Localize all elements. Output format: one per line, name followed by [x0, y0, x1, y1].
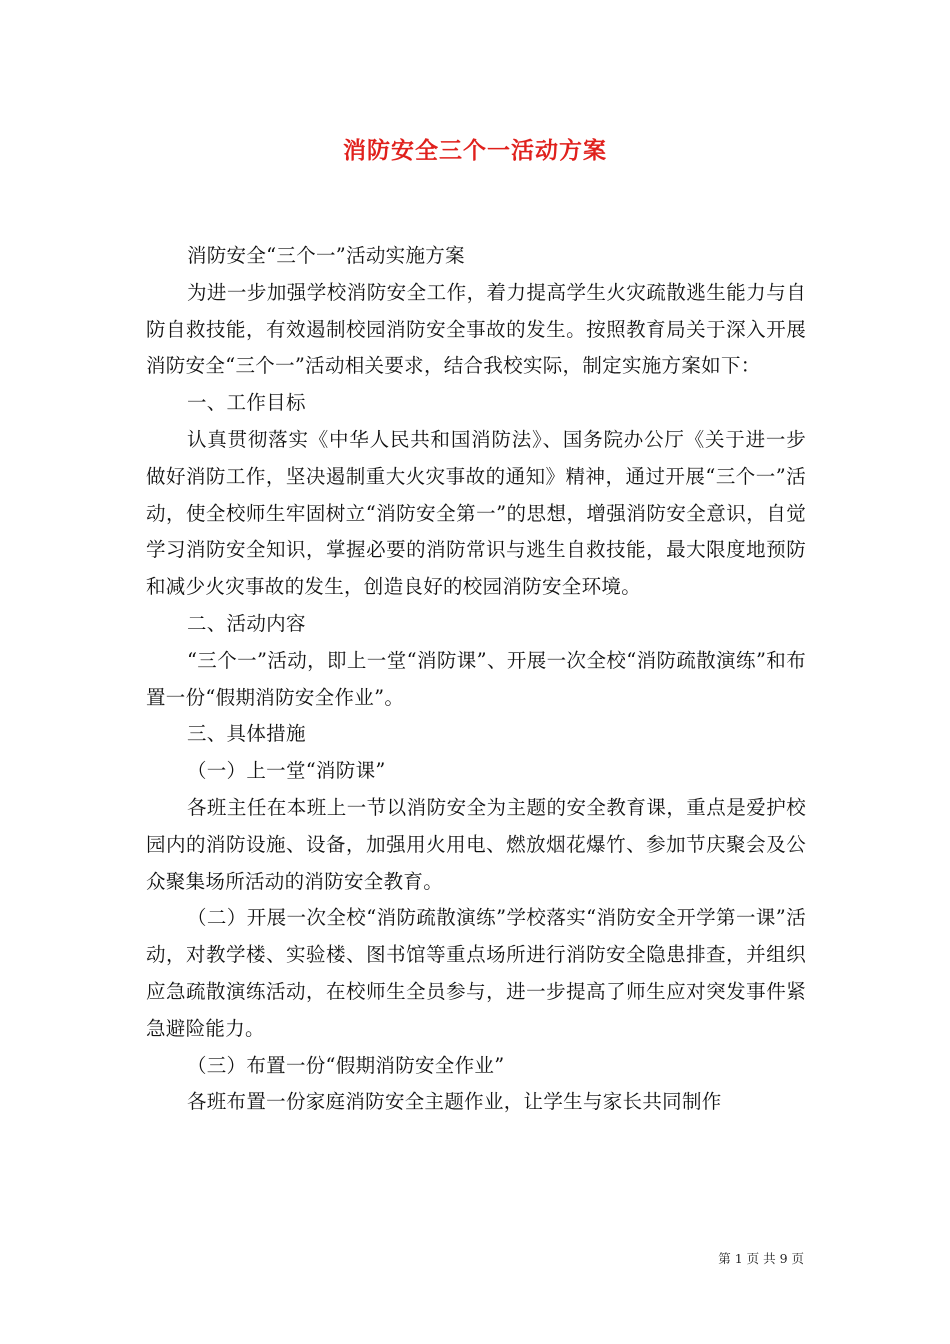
subtitle-paragraph: 消防安全“三个一”活动实施方案: [186, 244, 465, 267]
section-heading-goals: 一、工作目标: [186, 391, 306, 415]
measure-heading-3: （三）布置一份“假期消防安全作业”: [186, 1053, 505, 1077]
document-body: [146, 238, 806, 1121]
measure-paragraph-3: 各班布置一份家庭消防安全主题作业，让学生与家长共同制作: [186, 1090, 722, 1114]
measure-heading-1: （一）上一堂“消防课”: [186, 759, 386, 783]
document-title: 消防安全三个一活动方案: [343, 137, 607, 164]
content-paragraph: “三个一”活动，即上一堂“消防课”、开展一次全校“消防疏散演练”和布置一份“假期消防安全作业”。: [146, 648, 806, 709]
page-number: 第 1 页 共 9 页: [718, 1251, 804, 1266]
goals-paragraph: 认真贯彻落实《中华人民共和国消防法》、国务院办公厅《关于进一步做好消防工作，坚决遏制重大火灾事故的通知》精神，通过开展“三个一”活动，使全校师生牢固树立“消防安全第一”的思想，增强消防安全意识，自觉学习消防安全知识，掌握必要的消防常识与逃生自救技能，最大限度地预防和减少火灾事故的发生，创造良好的校园消防安全环境。: [146, 427, 806, 599]
section-heading-content: 二、活动内容: [186, 611, 306, 635]
intro-paragraph: 为进一步加强学校消防安全工作，着力提高学生火灾疏散逃生能力与自防自救技能，有效遏制校园消防安全事故的发生。按照教育局关于深入开展消防安全“三个一”活动相关要求，结合我校实际，制定实施方案如下：: [146, 280, 806, 378]
measure-paragraph-1: 各班主任在本班上一节以消防安全为主题的安全教育课，重点是爱护校园内的消防设施、设备，加强用火用电、燃放烟花爆竹、参加节庆聚会及公众聚集场所活动的消防安全教育。: [146, 795, 806, 893]
section-heading-measures: 三、具体措施: [186, 722, 306, 746]
measure-paragraph-2: （二）开展一次全校“消防疏散演练”学校落实“消防安全开学第一课”活动，对教学楼、实验楼、图书馆等重点场所进行消防安全隐患排查，并组织应急疏散演练活动，在校师生全员参与，进一步提高了师生应对突发事件紧急避险能力。: [146, 906, 806, 1040]
